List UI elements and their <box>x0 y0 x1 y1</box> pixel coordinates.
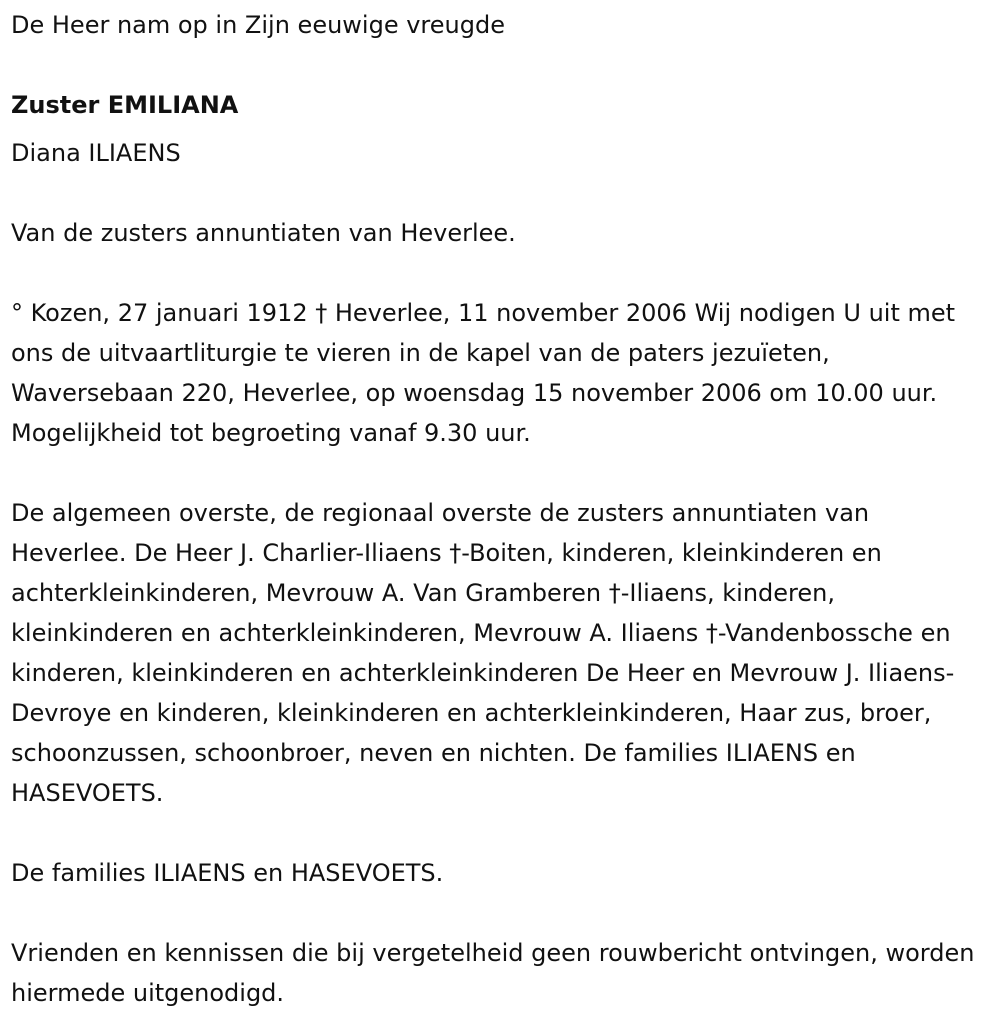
families-line: De families ILIAENS en HASEVOETS. <box>11 859 444 887</box>
intro-line: De Heer nam op in Zijn eeuwige vreugde <box>11 11 505 39</box>
congregation-line: Van de zusters annuntiaten van Heverlee. <box>11 219 516 247</box>
birth-death-and-funeral-paragraph: ° Kozen, 27 januari 1912 † Heverlee, 11 november 2006 Wij nodigen U uit met ons de uitvaartliturgie te vieren in de kapel van de paters jezuïeten, Waversebaan 220, Heverlee, op woensdag 15 november 2006 om 10.00 uur. Mogelijkheid tot begroeting vanaf 9.30 uur. <box>11 299 956 447</box>
closing-invitation: Vrienden en kennissen die bij vergetelheid geen rouwbericht ontvingen, worden hiermede uitgenodigd. <box>11 939 975 1007</box>
deceased-religious-name: Zuster EMILIANA <box>11 91 239 119</box>
mourners-paragraph: De algemeen overste, de regionaal overste de zusters annuntiaten van Heverlee. De Heer J. Charlier-Iliaens †-Boiten, kinderen, kleinkinderen en achterkleinkinderen, Mevrouw A. Van Gramberen †-Iliaens, kinderen, kleinkinderen en achterkleinkinderen, Mevrouw A. Iliaens †-Vandenbossche en kinderen, kleinkinderen en achterkleinkinderen De Heer en Mevrouw J. Iliaens-Devroye en kinderen, kleinkinderen en achterkleinkinderen, Haar zus, broer, schoonzussen, schoonbroer, neven en nichten. De families ILIAENS en HASEVOETS. <box>11 499 955 807</box>
deceased-civil-name: Diana ILIAENS <box>11 139 181 167</box>
